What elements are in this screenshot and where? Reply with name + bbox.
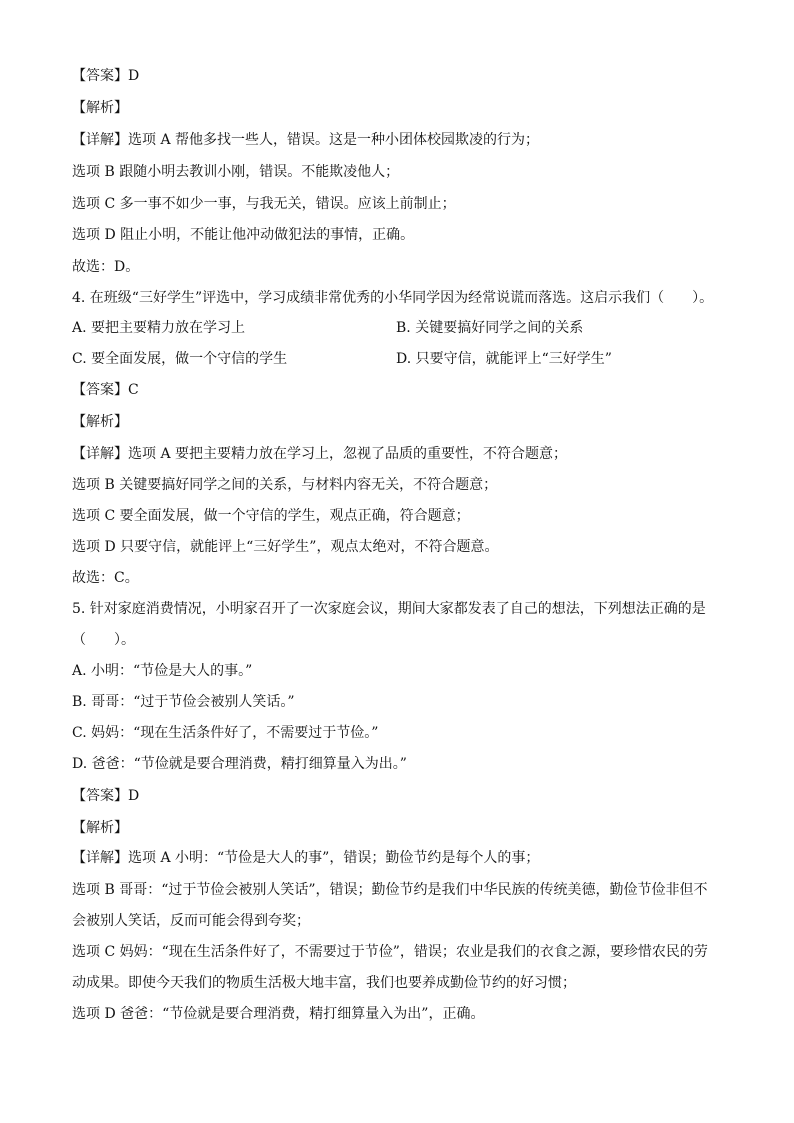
q5-detail-line: 【详解】选项 A 小明：“节俭是大人的事”，错误；勤俭节约是每个人的事； [72,850,540,866]
q3-detail-line: 选项 B 跟随小明去教训小刚，错误。不能欺凌他人； [72,164,400,180]
q5-stem-line: 5. 针对家庭消费情况，小明家召开了一次家庭会议，期间大家都发表了自己的想法，下列想法正确的是 [72,601,706,617]
q4-detail-line: 选项 B 关键要搞好同学之间的关系，与材料内容无关，不符合题意； [72,477,498,493]
q5-option-a: A. 小明：“节俭是大人的事。” [72,663,253,679]
q5-answer: 【答案】D [72,788,140,804]
q3-detail-line: 【详解】选项 A 帮他多找一些人，错误。这是一种小团体校园欺凌的行为； [72,132,540,148]
q4-option-a: A. 要把主要精力放在学习上 [72,320,246,336]
q5-detail-line: 会被别人笑话，反而可能会得到夸奖； [72,913,310,929]
q3-detail-line: 选项 D 阻止小明，不能让他冲动做犯法的事情，正确。 [72,227,415,243]
q4-answer: 【答案】C [72,382,139,398]
q4-option-b: B. 关键要搞好同学之间的关系 [396,320,584,336]
q5-detail-line: 动成果。即使今天我们的物质生活极大地丰富，我们也要养成勤俭节约的好习惯； [72,975,576,991]
q4-detail-line: 【详解】选项 A 要把主要精力放在学习上，忽视了品质的重要性，不符合题意； [72,446,568,462]
q4-option-d: D. 只要守信，就能评上“三好学生” [396,351,612,367]
q4-stem: 4. 在班级“三好学生”评选中，学习成绩非常优秀的小华同学因为经常说谎而落选。这启示我们（ ）。 [72,290,714,306]
q4-detail-line: 选项 C 要全面发展，做一个守信的学生，观点正确，符合题意； [72,508,470,524]
q5-stem-line: （ ）。 [72,632,135,648]
q4-analysis-heading: 【解析】 [72,414,128,430]
q3-conclusion: 故选：D。 [72,259,140,275]
q5-detail-line: 选项 B 哥哥：“过于节俭会被别人笑话”，错误；勤俭节约是我们中华民族的传统美德，勤俭节俭非但不 [72,882,708,898]
q4-option-c: C. 要全面发展，做一个守信的学生 [72,351,288,367]
q3-analysis-heading: 【解析】 [72,100,128,116]
q4-detail-line: 选项 D 只要守信，就能评上“三好学生”，观点太绝对，不符合题意。 [72,539,499,555]
q5-detail-line: 选项 D 爸爸：“节俭就是要合理消费，精打细算量入为出”，正确。 [72,1006,485,1022]
q5-option-b: B. 哥哥：“过于节俭会被别人笑话。” [72,694,295,710]
q5-analysis-heading: 【解析】 [72,820,128,836]
q3-detail-line: 选项 C 多一事不如少一事，与我无关，错误。应该上前制止； [72,196,456,212]
q3-answer: 【答案】D [72,68,140,84]
q5-detail-line: 选项 C 妈妈：“现在生活条件好了，不需要过于节俭”，错误；农业是我们的衣食之源，要珍惜农民的劳 [72,944,708,960]
q5-option-d: D. 爸爸：“节俭就是要合理消费，精打细算量入为出。” [72,756,407,772]
q5-option-c: C. 妈妈：“现在生活条件好了，不需要过于节俭。” [72,725,379,741]
q4-conclusion: 故选：C。 [72,570,139,586]
